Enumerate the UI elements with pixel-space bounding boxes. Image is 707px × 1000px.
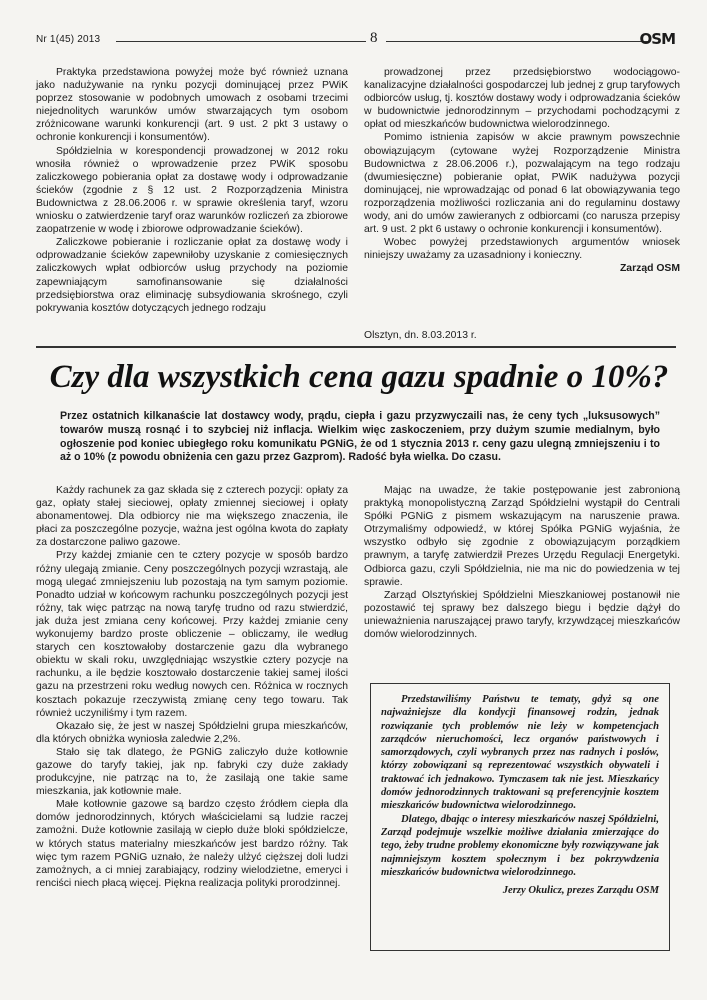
section-divider xyxy=(36,346,676,348)
header-rule-left xyxy=(116,41,366,42)
article-right-column xyxy=(364,484,680,641)
paragraph: Każdy rachunek za gaz składa się z czterech pozycji: opłaty za gaz, opłaty stałej sieciowej, opłaty zmiennej sieciowej i opłaty abonamentowej. Dla odbiorcy nie ma większego znaczenia, ile płaci za poszczególne pozycje, ważna jest ogólna kwota do zapłaty za dostarczone paliwo gazowe. xyxy=(36,485,348,549)
paragraph: Przy każdej zmianie cen te cztery pozycje w sposób bardzo różny ulegają zmianie. Ceny poszczególnych pozycji wzrastają, ale mogą ulegać zmniejszeniu lub pozostają na tym samym poziomie. Ponadto udział w końcowym rachunku poszczególnych pozycji jest różny, tak więc patrząc na nową taryfę trudno od razu stwierdzić, jak duża jest zmiana ceny końcowej. Przy każdej zmianie ceny wykonujemy bardzo proste obliczenie – obliczamy, ile według starych cen kosztowałoby dostarczenie gazu dla wybranego obiektu w skali roku, uwzględniając wszystkie cztery pozycje na rachunku, a ile będzie kosztowało dostarczenie takiej samej ilości gazu na przestrzeni roku według nowych cen. Różnica w rocznych kosztach pokazuje rzeczywistą zmianę ceny tego towaru. Tak również uczyniliśmy i tym razem. xyxy=(36,550,348,719)
paragraph: Zaliczkowe pobieranie i rozliczanie opłat za dostawę wody i odprowadzanie ścieków zapewniłoby uzyskanie z comiesięcznych zaliczkowych wpłat odbiorców usług przychody na poziomie zapewniającym samofinansowanie się działalności przedsiębiorstwa oraz eliminację subsydiowania skrośnego, czyli pokrywania kosztów dotyczących jednego rodzaju xyxy=(36,237,348,314)
top-left-column xyxy=(36,66,348,315)
article-left-column xyxy=(36,484,348,890)
page-number: 8 xyxy=(370,30,378,46)
page-header xyxy=(36,32,677,50)
signature: Zarząd OSM xyxy=(619,263,680,275)
place-date: Olsztyn, dn. 8.03.2013 r. xyxy=(364,330,477,341)
paragraph: Spółdzielnia w korespondencji prowadzonej w 2012 roku wnosiła również o wprowadzenie przez PWiK sposobu zaliczkowego pobierania opłat za dostawę wody i odprowadzanie ścieków (zgodnie z § 12 ust. 2 Rozporządzenia Ministra Budownictwa z 28.06.2006 r. w sprawie określenia taryf, wzoru wniosku o zatwierdzenie taryf oraz warunków rozliczeń za zbiorowe zaopatrzenie w wodę i zbiorowe odprowadzanie ścieków). xyxy=(36,145,348,236)
paragraph: prowadzonej przez przedsiębiorstwo wodociągowo-kanalizacyjne działalności gospodarczej lub jednej z grup taryfowych odbiorców usług, tj. kosztów dostawy wody i odprowadzania ścieków w budownictwie jednorodzinnym – przychodami pochodzącymi z opłat od mieszkańców budownictwa wielorodzinnego. xyxy=(364,67,680,131)
paragraph: Zarząd Olsztyńskiej Spółdzielni Mieszkaniowej postanowił nie pozostawić tej sprawy bez dalszego biegu i będzie dążył do unieważnienia naruszającej prawo taryfy, krzywdzącej mieszkańców domów wielorodzinnych. xyxy=(364,589,680,641)
paragraph: Stało się tak dlatego, że PGNiG zaliczyło duże kotłownie gazowe do taryfy takiej, jak np. fabryki czy duże zakłady produkcyjne, nie patrząc na to, że zasilają one takie same mieszkania, jak kotłownie małe. xyxy=(36,746,348,798)
paragraph: Praktyka przedstawiona powyżej może być również uznana jako nadużywanie na rynku pozycji dominującej przez PWiK poprzez stosowanie w podobnych umowach z osobami trzecimi niejednolitych warunków umów stwarzających tym osobom zróżnicowane warunki konkurencji (art. 9 ust. 2 pkt 3 ustawy o ochronie konkurencji i konsumentów). xyxy=(36,67,348,144)
article-headline: Czy dla wszystkich cena gazu spadnie o 10%? xyxy=(49,359,669,395)
paragraph: Wobec powyżej przedstawionych argumentów wniosek niniejszy uważamy za uzasadniony i konieczny. xyxy=(364,237,680,262)
paragraph: Mając na uwadze, że takie postępowanie jest zabronioną praktyką monopolistyczną Zarząd Spółdzielni wystąpił do Centrali Spółki PGNiG z pismem wskazującym na naruszenie prawa. Otrzymaliśmy odpowiedź, w której Spółka PGNiG wyjaśnia, że wszystko odbyło się zgodnie z obowiązującym porządkiem prawnym, a taryfę zatwierdził Prezes Urzędu Regulacji Energetyki. Odbiorca gazu, czyli Spółdzielnia, nie ma nic do powiedzenia w tej sprawie. xyxy=(364,485,680,588)
paragraph: Małe kotłownie gazowe są bardzo często źródłem ciepła dla domów jednorodzinnych, których właścicielami są ludzie raczej zamożni. Duże kotłownie zasilają w ciepło duże bloki spółdzielcze, w których status materialny mieszkańców jest bardzo różny. Tak więc tym razem PGNiG uznało, że należy ulżyć cięższej doli ludzi zamożnych, a ci mniej zarabiający, rodziny wielodzietne, emeryci i renciści niech płacą więcej. Piękna realizacja polityki prorodzinnej. xyxy=(36,799,348,889)
issue-number: Nr 1(45) 2013 xyxy=(36,34,101,45)
top-right-column xyxy=(364,66,680,276)
box-author: Jerzy Okulicz, prezes Zarządu OSM xyxy=(502,885,659,897)
paragraph: Okazało się, że jest w naszej Spółdzielni grupa mieszkańców, dla których obniżka wyniosła zaledwie 2,2%. xyxy=(36,720,348,745)
osm-logo: OSM xyxy=(639,30,675,48)
article-lead: Przez ostatnich kilkanaście lat dostawcy wody, prądu, ciepła i gazu przyzwyczaili nas, że ceny tych „luksusowych” towarów muszą rosnąć i to szybciej niż inflacja. Wielkim więc zaskoczeniem, przy dużym szumie medialnym, było ogłoszenie pod koniec ubiegłego roku komunikatu PGNiG, że od 1 stycznia 2013 r. ceny gazu ulegną zmniejszeniu i to aż o 10% (z powodu obniżenia cen gazu przez Gazprom). Radość była wielka. Do czasu. xyxy=(60,410,660,464)
box-paragraph: Przedstawiliśmy Państwu te tematy, gdyż są one najważniejsze dla kondycji finansowej rodzin, jednak rozwiązanie tych problemów nie leży w kompetencjach zarządców nieruchomości, lecz organów państwowych i samorządowych, czyli wybranych przez nas radnych i posłów, którzy zobowiązani są reprezentować wszystkich obywateli i traktować ich jednakowo. Tymczasem tak nie jest. Mieszkańcy domów jednorodzinnych traktowani są preferencyjnie kosztem mieszkańców budownictwa wielorodzinnego. xyxy=(381,694,659,812)
header-rule-right xyxy=(386,41,648,42)
paragraph: Pomimo istnienia zapisów w akcie prawnym powszechnie obowiązującym (cytowane wyżej Rozporządzenie Ministra Budownictwa z 28.06.2006 r.), pozwalającym na tego rodzaju (dwumiesięczne) pobieranie opłat, PWiK nadużywa pozycji dominującej, nie wprowadzając od ponad 6 lat obowiązywania tego rozporządzenia możliwości rozliczania ani do regulaminu dostawy wody, ani do umów zawieranych z odbiorcami (co narusza przepisy art. 9 ust. 2 pkt 6 ustawy o ochronie konkurencji i konsumentów). xyxy=(364,132,680,236)
statement-box xyxy=(370,683,670,951)
box-paragraph: Dlatego, dbając o interesy mieszkańców naszej Spółdzielni, Zarząd podejmuje wszelkie możliwe działania zmierzające do tego, żeby trudne problemy ekonomiczne były rozwiązywane jak najmniejszym kosztem społecznym i bez pokrzywdzenia mieszkańców budownictwa wielorodzinnego. xyxy=(381,813,659,878)
